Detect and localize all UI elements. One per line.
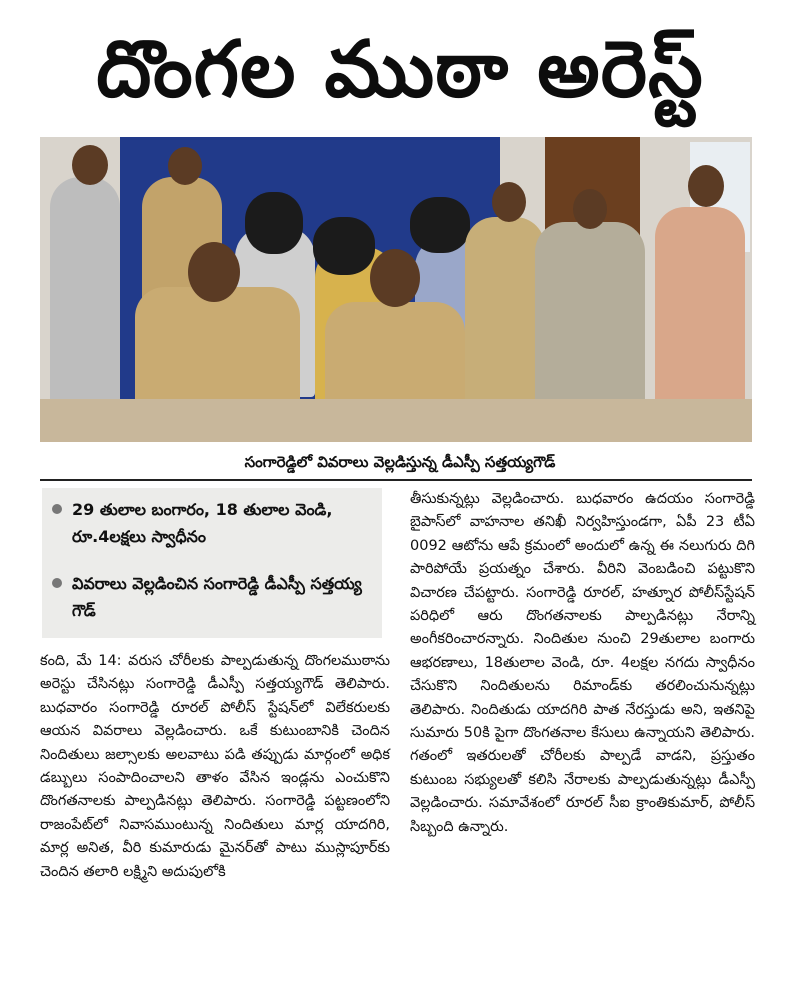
- highlights-box: [42, 488, 382, 638]
- highlight-text: వివరాలు వెల్లడించిన సంగారెడ్డి డీఎస్పీ సత్తయ్య గౌడ్: [72, 574, 362, 620]
- bullet-icon: [52, 504, 62, 514]
- highlight-item: [54, 496, 374, 550]
- caption-divider: [40, 479, 752, 481]
- highlight-text: 29 తులాల బంగారం, 18 తులాల వెండి, రూ.4లక్షలు స్వాధీనం: [72, 500, 333, 546]
- article-text: తీసుకున్నట్లు వెల్లడించారు. బుధవారం ఉదయం సంగారెడ్డి బైపాస్‌లో వాహనాల తనిఖీ నిర్వహిస్తుండగా, ఏపీ 23 టీఏ 0092 ఆటోను ఆపే క్రమంలో అందులో ఉన్న ఈ నలుగురు దిగి పారిపోయే ప్రయత్నం చేశారు. వీరిని వెంబడించి పట్టుకొని విచారణ చేపట్టారు. సంగారెడ్డి రూరల్, హత్నూర పోలీస్‌స్టేషన్ పరిధిలో ఆరు దొంగతనాలకు పాల్పడినట్లు నేరాన్ని అంగీకరించారన్నారు. నిందితుల నుంచి 29తులాల బంగారు ఆభరణాలు, 18తులాల వెండి, రూ. 4లక్షల నగదు స్వాధీనం చేసుకొని నిందితులను రిమాండ్‌కు తరలించునున్నట్లు తెలిపారు. నిందితుడు యాదగిరి పాత నేరస్తుడు అని, ఇతనిపై సుమారు 50కి పైగా దొంగతనాల కేసులు ఉన్నాయని తెలిపారు. గతంలో ఇతరులతో చోరీలకు పాల్పడే వాడని, ప్రస్తుతం కుటుంబ సభ్యులతో కలిసి నేరాలకు పాల్పడుతున్నట్లు డీఎస్పీ వెల్లడించారు. సమావేశంలో రూరల్ సీఐ క్రాంతికుమార్, పోలీస్ సిబ్బంది ఉన్నారు.: [410, 491, 755, 835]
- photo-caption: సంగారెడ్డిలో వివరాలు వెల్లడిస్తున్న డీఎస్పీ సత్తయ్యగౌడ్: [244, 453, 556, 471]
- article-column-left: [40, 650, 390, 884]
- article-column-right: [410, 488, 755, 839]
- bullet-icon: [52, 578, 62, 588]
- press-meet-photo: [40, 137, 752, 442]
- article-text: కంది, మే 14: వరుస చోరీలకు పాల్పడుతున్న దొంగలముఠాను అరెస్టు చేసినట్లు సంగారెడ్డి డీఎస్పీ సత్తయ్యగౌడ్ తెలిపారు. బుధవారం సంగారెడ్డి రూరల్ పోలీస్ స్టేషన్‌లో విలేకరులకు ఆయన వివరాలు వెల్లడించారు. ఒకే కుటుంబానికి చెందిన నిందితులు జల్సాలకు అలవాటు పడి తప్పుడు మార్గంలో అధిక డబ్బులు సంపాదించాలని తాళం వేసిన ఇండ్లను ఎంచుకొని దొంగతనాలకు పాల్పడినట్లు తెలిపారు. సంగారెడ్డి పట్టణంలోని రాజంపేట్‌లో నివాసముంటున్న నిందితులు మార్ల యాదగిరి, మార్ల అనిత, వీరి కుమారుడు మైనర్‌తో పాటు ముస్లాపూర్‌కు చెందిన తలారి లక్ష్మిని అదుపులోకి: [40, 653, 390, 880]
- highlight-item: [54, 570, 374, 624]
- headline: దొంగల ముఠా అరెస్ట్: [96, 25, 704, 115]
